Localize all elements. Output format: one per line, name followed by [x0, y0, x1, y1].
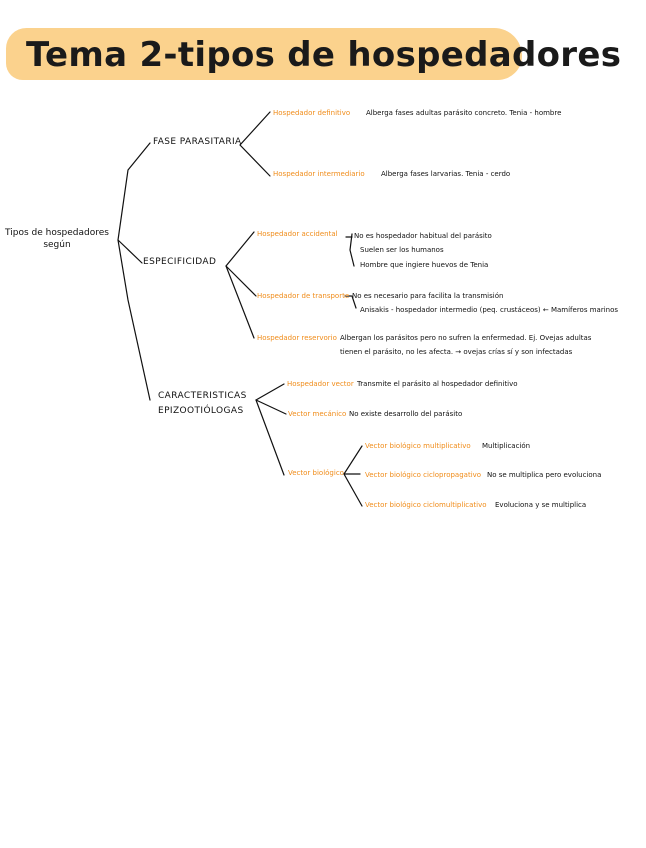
ciclomultiplicativo-desc: Evoluciona y se multiplica: [495, 501, 587, 509]
definitivo-name: Hospedador definitivo: [273, 109, 351, 117]
vector-desc: Transmite el parásito al hospedador definitivo: [357, 380, 518, 388]
reservorio-name: Hospedador reservorio: [257, 334, 337, 342]
ciclomultiplicativo-name: Vector biológico ciclomultiplicativo: [365, 501, 487, 509]
accidental-item-1: No es hospedador habitual del parásito: [354, 232, 492, 240]
especificidad-brace: [226, 232, 254, 338]
intermediario-name: Hospedador intermediario: [273, 170, 365, 178]
biologico-name: Vector biológico: [288, 469, 344, 477]
intermediario-desc: Alberga fases larvarias. Tenia - cerdo: [381, 170, 511, 178]
ciclopropagativo-name: Vector biológico ciclopropagativo: [365, 471, 482, 479]
transporte-line2: Anisakis - hospedador intermedio (peq. crustáceos) ← Mamíferos marinos: [360, 306, 619, 314]
fase-label: FASE PARASITARIA: [153, 137, 242, 147]
multiplicativo-name: Vector biológico multiplicativo: [365, 442, 471, 450]
caracteristicas-label-line1: CARACTERISTICAS: [158, 391, 247, 401]
transporte-line1: No es necesario para facilita la transmisión: [352, 292, 504, 300]
caracteristicas-brace: [256, 384, 284, 475]
root-brace: [118, 143, 150, 400]
root-label: [2, 227, 112, 251]
fase-brace: [240, 112, 270, 176]
accidental-item-3: Hombre que ingiere huevos de Tenia: [360, 261, 489, 269]
reservorio-line1: Albergan los parásitos pero no sufren la enfermedad. Ej. Ovejas adultas: [340, 334, 592, 342]
root-label-line1: Tipos de hospedadores: [5, 228, 109, 238]
accidental-item-2: Suelen ser los humanos: [360, 246, 444, 254]
vector-name: Hospedador vector: [287, 380, 354, 388]
caracteristicas-label-line2: EPIZOOTIÓLOGAS: [158, 406, 244, 416]
accidental-name: Hospedador accidental: [257, 230, 338, 238]
multiplicativo-desc: Multiplicación: [482, 442, 531, 450]
root-label-line2: según: [43, 240, 71, 250]
page-title: Tema 2-tipos de hospedadores: [26, 35, 622, 75]
transporte-name: Hospedador de transporte: [257, 292, 350, 300]
ciclopropagativo-desc: No se multiplica pero evoluciona: [487, 471, 602, 479]
mecanico-desc: No existe desarrollo del parásito: [349, 410, 463, 418]
reservorio-line2: tienen el parásito, no les afecta. → ovejas crías sí y son infectadas: [340, 348, 573, 356]
biologico-brace: [344, 446, 362, 506]
especificidad-label: ESPECIFICIDAD: [143, 257, 217, 267]
mecanico-name: Vector mecánico: [288, 410, 347, 418]
definitivo-desc: Alberga fases adultas parásito concreto. Tenia - hombre: [366, 109, 562, 117]
